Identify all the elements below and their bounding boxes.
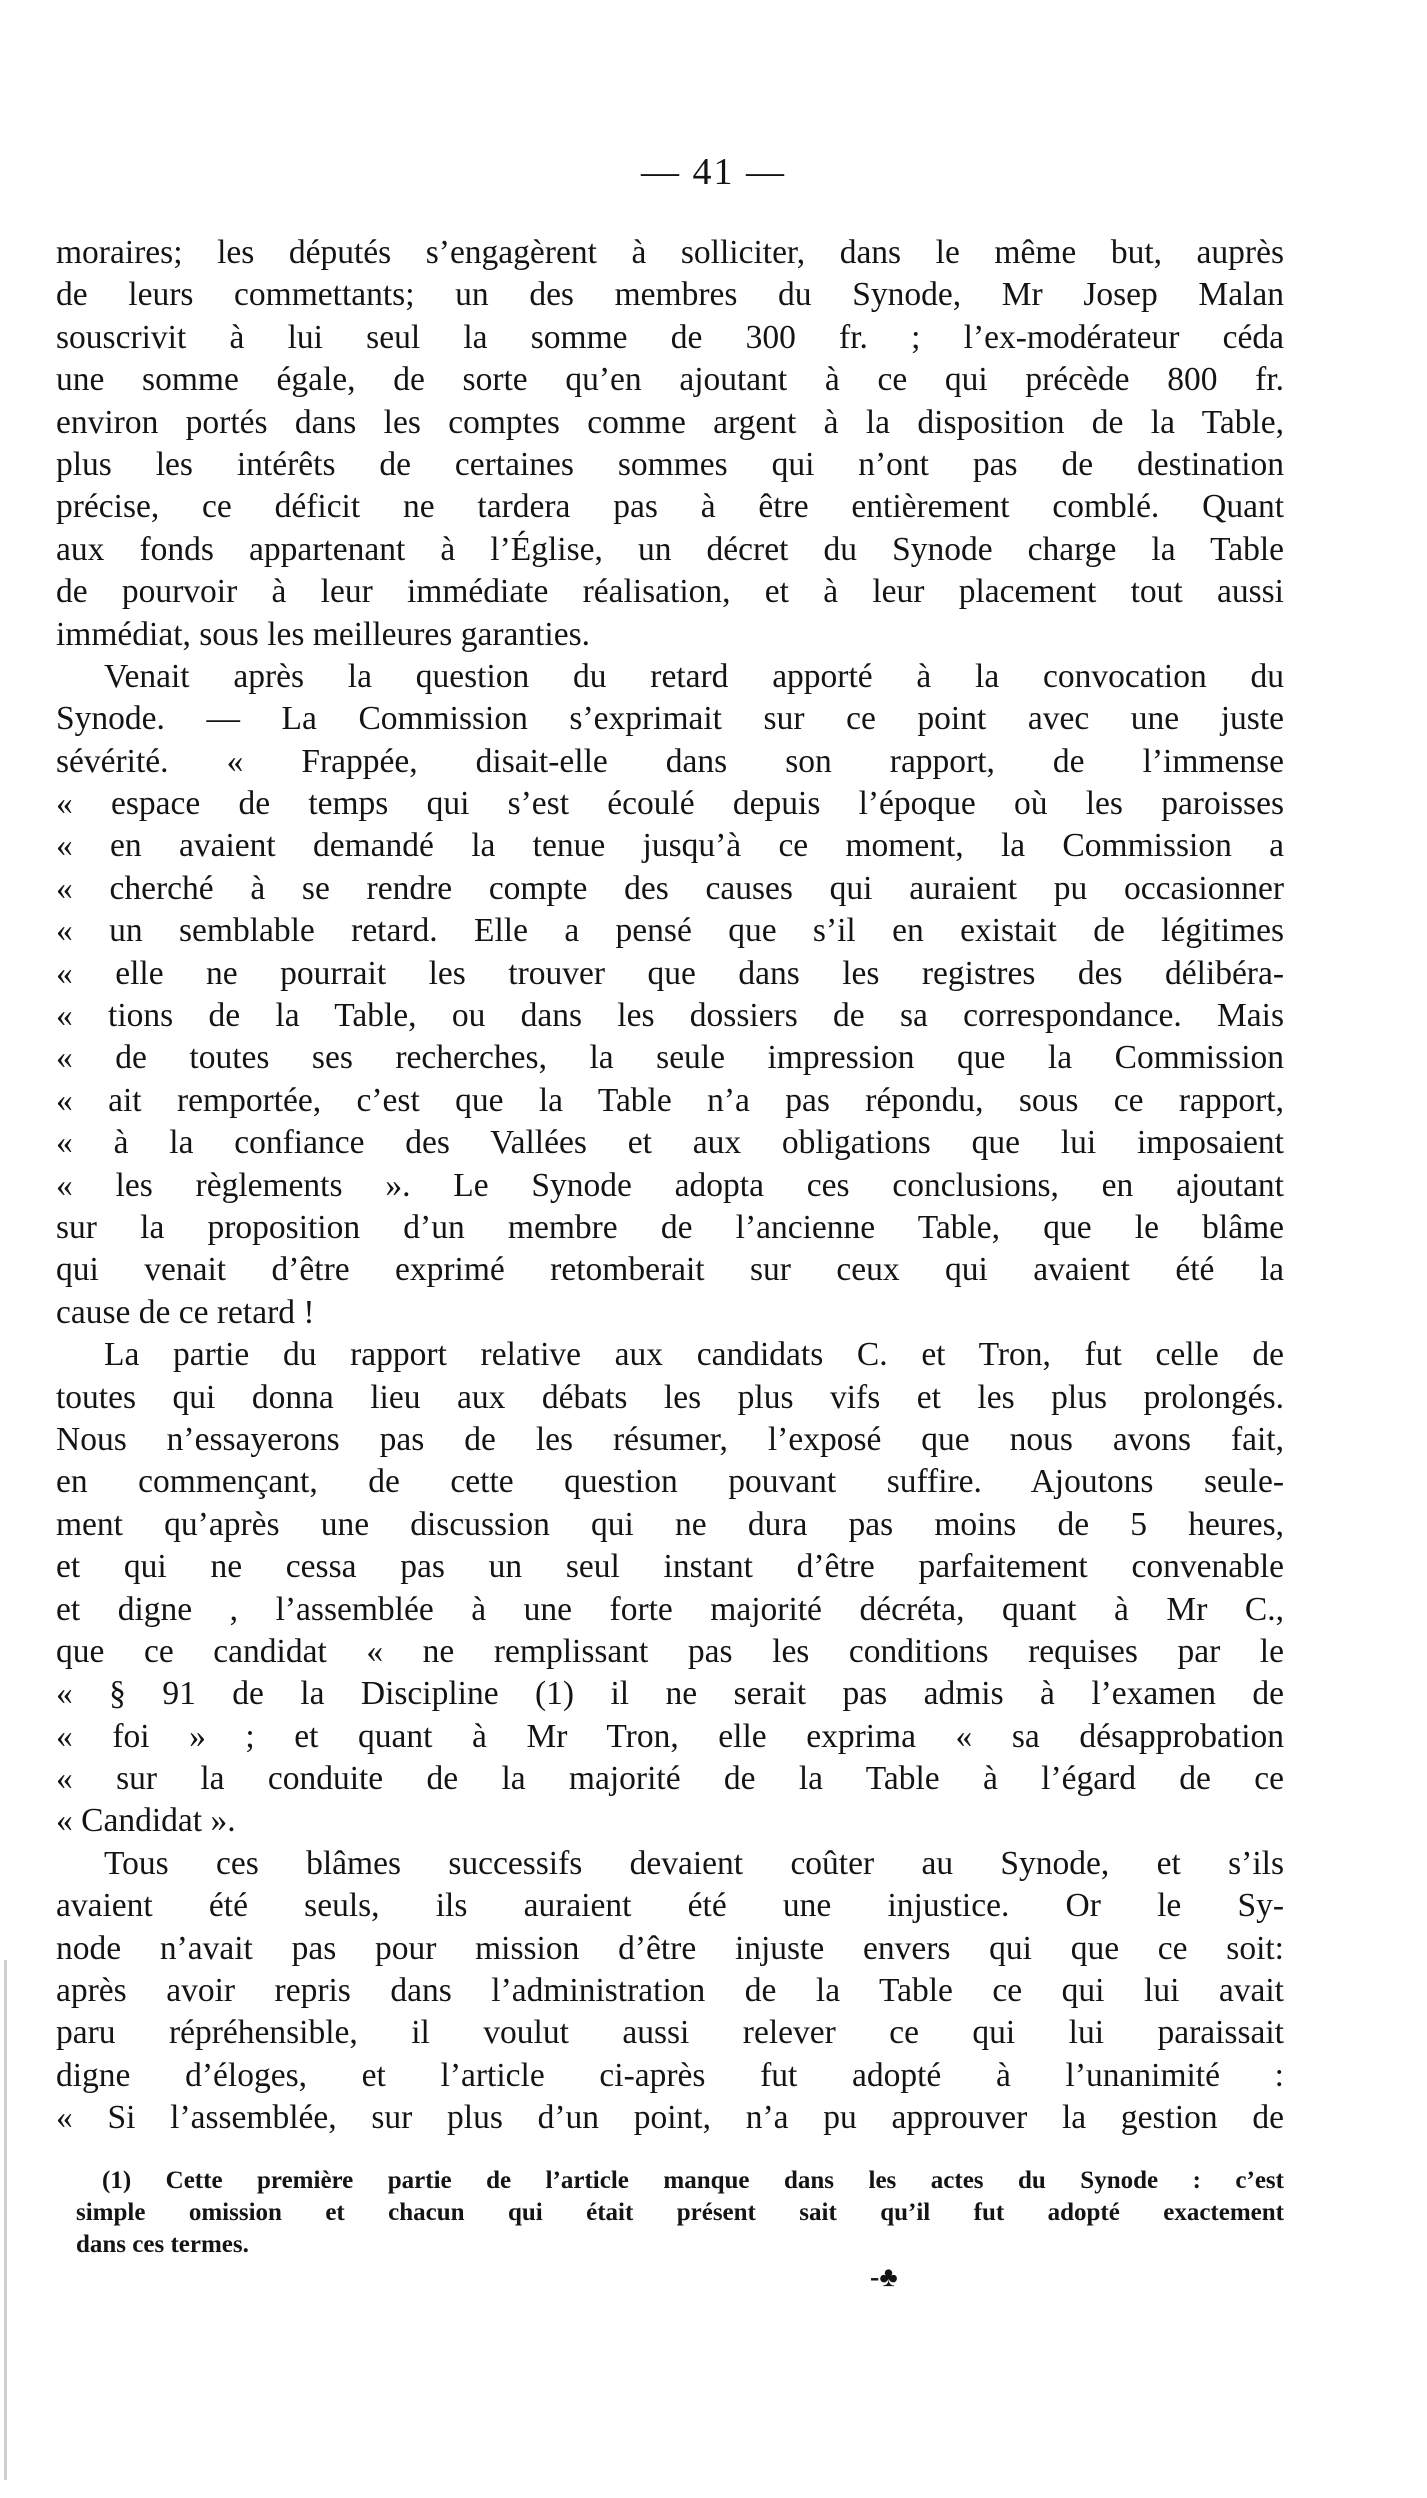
text-line: « elle ne pourrait les trouver que dans les registres des délibéra- [56,954,1284,992]
text-line: node n’avait pas pour mission d’être injuste envers qui que ce soit: [56,1929,1284,1967]
text-line: une somme égale, de sorte qu’en ajoutant à ce qui précède 800 fr. [56,361,1284,399]
text-line: que ce candidat « ne remplissant pas les conditions requises par le [56,1632,1284,1670]
text-line: et qui ne cessa pas un seul instant d’être parfaitement convenable [56,1548,1284,1586]
text-line: « § 91 de la Discipline (1) il ne serait pas admis à l’examen de [56,1675,1284,1713]
text-line: de leurs commettants; un des membres du Synode, Mr Josep Malan [56,276,1284,314]
body-text [56,232,1284,2140]
text-line: « cherché à se rendre compte des causes qui auraient pu occasionner [56,869,1284,907]
text-line: sévérité. « Frappée, disait-elle dans son rapport, de l’immense [56,742,1284,780]
text-line: Nous n’essayerons pas de les résumer, l’exposé que nous avons fait, [56,1420,1284,1458]
text-line: « les règlements ». Le Synode adopta ces conclusions, en ajoutant [56,1166,1284,1204]
text-line: et digne , l’assemblée à une forte majorité décréta, quant à Mr C., [56,1590,1284,1628]
end-ornament: -♣ [870,2262,898,2293]
text-line: « Si l’assemblée, sur plus d’un point, n’a pu approuver la gestion de [56,2099,1284,2137]
text-line: « en avaient demandé la tenue jusqu’à ce moment, la Commission a [56,827,1284,865]
text-line: précise, ce déficit ne tardera pas à être entièrement comblé. Quant [56,488,1284,526]
text-line: Tous ces blâmes successifs devaient coûter au Synode, et s’ils [104,1844,1284,1882]
text-line: digne d’éloges, et l’article ci-après fut adopté à l’unanimité : [56,2056,1284,2094]
footnote [76,2165,1284,2261]
text-line: La partie du rapport relative aux candidats C. et Tron, fut celle de [104,1336,1284,1374]
text-line: ment qu’après une discussion qui ne dura pas moins de 5 heures, [56,1505,1284,1543]
text-line: environ portés dans les comptes comme argent à la disposition de la Table, [56,403,1284,441]
footnote-line: dans ces termes. [76,2231,249,2258]
page-edge-shadow [4,1960,7,2480]
text-line: avaient été seuls, ils auraient été une injustice. Or le Sy- [56,1887,1284,1925]
text-line: en commençant, de cette question pouvant suffire. Ajoutons seule- [56,1463,1284,1501]
text-line: « à la confiance des Vallées et aux obligations que lui imposaient [56,1124,1284,1162]
text-line: moraires; les députés s’engagèrent à solliciter, dans le même but, auprès [56,234,1284,271]
page-number: — 41 — [641,151,786,193]
text-line: Synode. — La Commission s’exprimait sur ce point avec une juste [56,700,1284,738]
text-line: immédiat, sous les meilleures garanties. [56,615,591,653]
text-line: paru répréhensible, il voulut aussi relever ce qui lui paraissait [56,2014,1284,2052]
text-line: « tions de la Table, ou dans les dossiers de sa correspondance. Mais [56,997,1284,1035]
text-line: « de toutes ses recherches, la seule impression que la Commission [56,1039,1284,1077]
text-line: souscrivit à lui seul la somme de 300 fr. ; l’ex-modérateur céda [56,318,1284,356]
text-line: plus les intérêts de certaines sommes qui n’ont pas de destination [56,445,1284,483]
text-line: de pourvoir à leur immédiate réalisation, et à leur placement tout aussi [56,573,1284,611]
text-line: aux fonds appartenant à l’Église, un décret du Synode charge la Table [56,530,1284,568]
text-line: toutes qui donna lieu aux débats les plus vifs et les plus prolongés. [56,1378,1284,1416]
text-line: Venait après la question du retard apporté à la convocation du [104,657,1284,695]
text-line: « ait remportée, c’est que la Table n’a pas répondu, sous ce rapport, [56,1081,1284,1119]
footnote-line: simple omission et chacun qui était présent sait qu’il fut adopté exactement [76,2199,1284,2226]
text-line: qui venait d’être exprimé retomberait sur ceux qui avaient été la [56,1251,1284,1289]
text-line: « Candidat ». [56,1802,236,1840]
text-line: « sur la conduite de la majorité de la Table à l’égard de ce [56,1760,1284,1798]
text-line: sur la proposition d’un membre de l’ancienne Table, que le blâme [56,1208,1284,1246]
text-line: cause de ce retard ! [56,1293,315,1331]
text-line: « un semblable retard. Elle a pensé que s’il en existait de légitimes [56,912,1284,950]
text-line: « espace de temps qui s’est écoulé depuis l’époque où les paroisses [56,785,1284,823]
text-line: après avoir repris dans l’administration de la Table ce qui lui avait [56,1972,1284,2010]
text-line: « foi » ; et quant à Mr Tron, elle exprima « sa désapprobation [56,1717,1284,1755]
footnote-line: (1) Cette première partie de l’article manque dans les actes du Synode : c’est [102,2167,1284,2194]
